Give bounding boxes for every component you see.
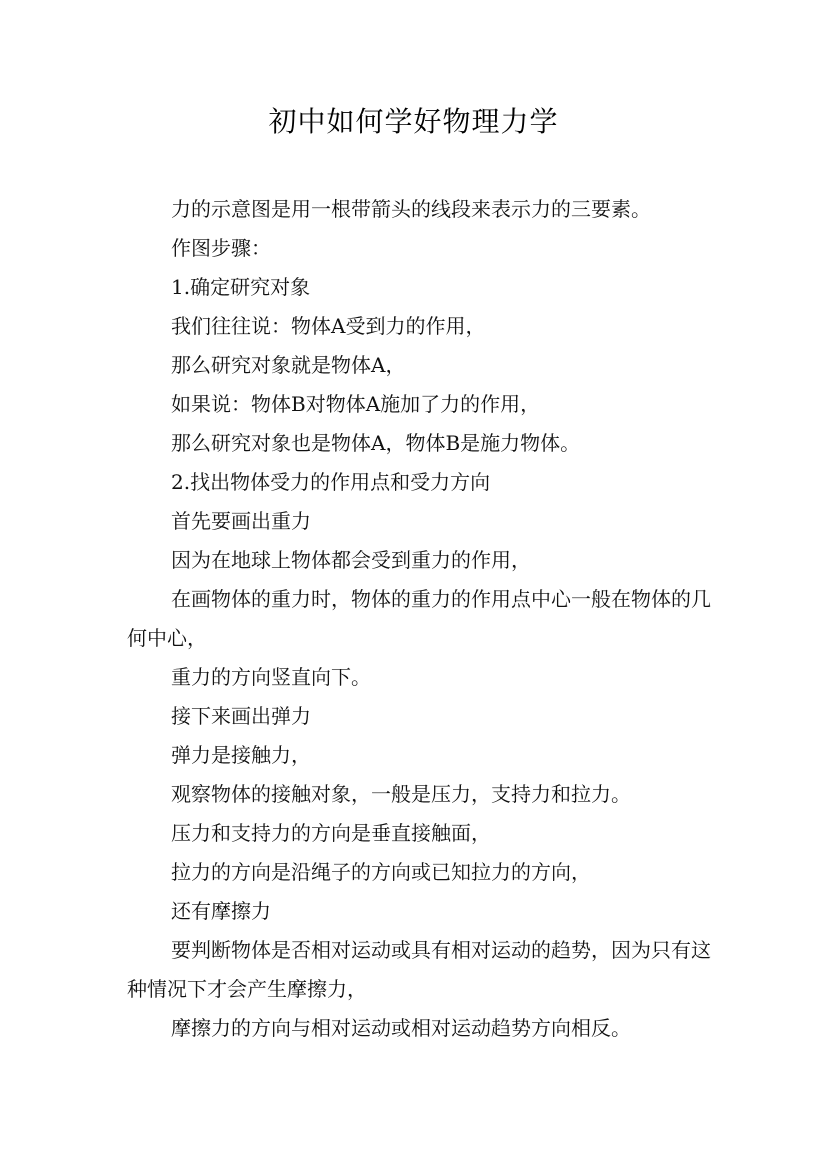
paragraph: 我们往往说：物体A受到力的作用，	[171, 314, 486, 338]
paragraph: 重力的方向竖直向下。	[171, 665, 371, 689]
paragraph: 还有摩擦力	[171, 899, 271, 923]
paragraph: 因为在地球上物体都会受到重力的作用，	[171, 548, 531, 572]
paragraph: 弹力是接触力，	[171, 743, 311, 767]
paragraph: 摩擦力的方向与相对运动或相对运动趋势方向相反。	[171, 1016, 631, 1040]
paragraph: 在画物体的重力时，物体的重力的作用点中心一般在物体的几何中心，	[127, 587, 711, 650]
paragraph: 如果说：物体B对物体A施加了力的作用，	[171, 392, 541, 416]
document-body	[127, 190, 727, 1048]
document-title: 初中如何学好物理力学	[268, 105, 559, 138]
paragraph: 观察物体的接触对象，一般是压力，支持力和拉力。	[171, 782, 631, 806]
paragraph: 那么研究对象也是物体A，物体B是施力物体。	[171, 431, 581, 455]
paragraph: 那么研究对象就是物体A，	[171, 353, 406, 377]
paragraph: 接下来画出弹力	[171, 704, 311, 728]
paragraph: 1.确定研究对象	[171, 275, 311, 299]
paragraph: 2.找出物体受力的作用点和受力方向	[171, 470, 491, 494]
paragraph: 力的示意图是用一根带箭头的线段来表示力的三要素。	[171, 197, 651, 221]
paragraph: 首先要画出重力	[171, 509, 311, 533]
paragraph: 要判断物体是否相对运动或具有相对运动的趋势，因为只有这种情况下才会产生摩擦力，	[127, 938, 711, 1001]
paragraph: 拉力的方向是沿绳子的方向或已知拉力的方向，	[171, 860, 591, 884]
paragraph: 作图步骤：	[171, 236, 271, 260]
paragraph: 压力和支持力的方向是垂直接触面，	[171, 821, 491, 845]
